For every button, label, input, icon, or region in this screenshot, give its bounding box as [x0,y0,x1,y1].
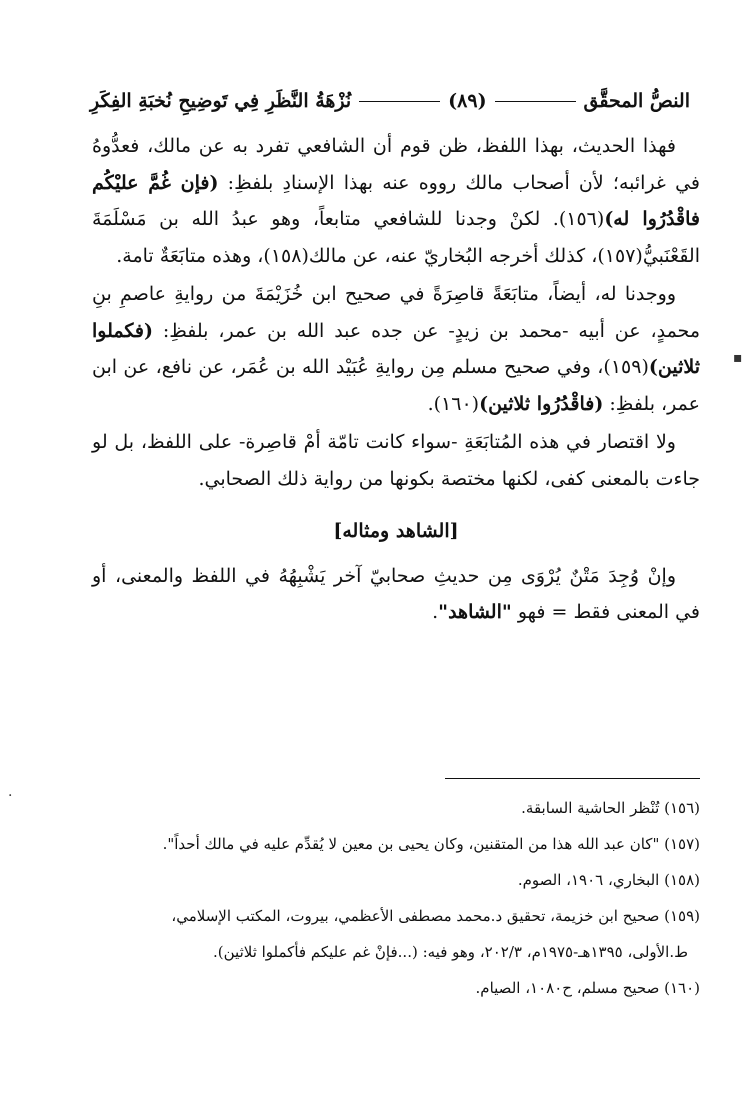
running-header [90,82,690,120]
term-highlight: "الشاهد" [438,601,512,623]
paragraph-4: وإنْ وُجِدَ مَتْنٌ يُرْوَى مِن حديثِ صحابيّ آخر يَشْبِهُهُ في اللفظ والمعنى، أو في المعنى فقط = فهو "الشاهد". [92,564,700,623]
paragraph-3: ولا اقتصار في هذه المُتابَعَةِ -سواء كانت تامّة أمْ قاصِرة- على اللفظ، بل لو جاءت بالمعنى كفى، لكنها مختصة بكونها من رواية ذلك الصحابي. [92,431,700,490]
footnote-156: (١٥٦) تُنْظر الحاشية السابقة. [521,799,700,817]
header-rule-left [359,101,440,102]
footnotes [92,790,700,1006]
paragraph-2: ووجدنا له، أيضاً، متابَعَةً قاصِرَةً في صحيح ابن خُزَيْمَةَ من روايةِ عاصمِ بنِ محمدٍ، عن أبيه -محمد بن زيدٍ- عن جده عبد الله بن عمر، بلفظِ: (فكملوا ثلاثين)(١٥٩)، وفي صحيح مسلم مِن روايةِ عُبَيْد الله بن عُمَر، عن نافع، عن ابن عمر، بلفظِ: (فاقْدُرُوا ثلاثين)(١٦٠). [92,283,700,415]
footnote-157: (١٥٧) "كان عبد الله هذا من المتقنين، وكان يحيى بن معين لا يُقدِّم عليه في مالك أحداً". [162,835,700,853]
footnote-160: (١٦٠) صحيح مسلم، ح١٠٨٠، الصيام. [475,979,700,997]
scan-speck: ▪ [733,350,743,366]
main-text [92,128,700,631]
footnote-159-continued: ط.الأولى، ١٣٩٥هـ-١٩٧٥م، ٢٠٢/٣، وهو فيه: (...فإنْ غم عليكم فأكملوا ثلاثين). [213,943,688,961]
footnote-159: (١٥٩) صحيح ابن خزيمة، تحقيق د.محمد مصطفى الأعظمي، بيروت، المكتب الإسلامي، [171,907,700,925]
page-number: (٨٩) [448,90,487,112]
hadith-quote: (فاقْدُرُوا ثلاثين) [479,392,604,415]
footnote-divider [445,778,700,779]
scan-speck: · [8,788,13,804]
section-heading: [الشاهد ومثاله] [333,520,459,542]
book-title: نُزْهَةُ النَّظَرِ فِي تَوضِيحِ نُخبَةِ الفِكَرِ [89,90,352,112]
hadith-quote: (فكملوا ثلاثين) [92,319,700,378]
paragraph-1: فهذا الحديث، بهذا اللفظ، ظن قوم أن الشافعي تفرد به عن مالك، فعدُّوهُ في غرائبه؛ لأن أصحاب مالك رووه عنه بهذا الإسنادِ بلفظِ: (فإن غُمَّ عليْكُم فاقْدُرُوا له)(١٥٦). لكنْ وجدنا للشافعي متابعاً، وهو عبدُ الله بن مَسْلَمَةَ القَعْنَبيُّ(١٥٧)، كذلك أخرجه البُخاريّ عنه، عن مالك(١٥٨)، وهذه متابَعَةٌ تامة. [92,135,700,267]
section-label: النصُّ المحقَّق [583,90,690,112]
footnote-158: (١٥٨) البخاري، ١٩٠٦، الصوم. [517,871,700,889]
header-rule-right [495,101,576,102]
hadith-quote: (فإن غُمَّ عليْكُم فاقْدُرُوا له) [92,171,700,230]
